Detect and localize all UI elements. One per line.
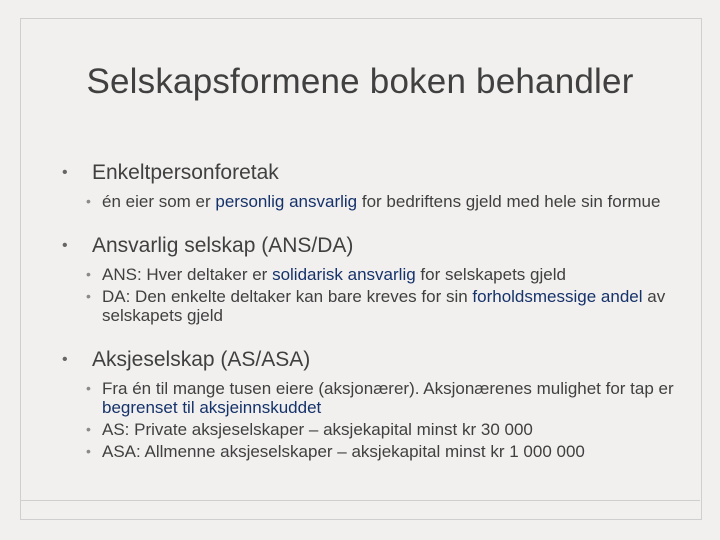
list-item [84,442,702,461]
sub-list [84,192,702,211]
bullet-icon: • [86,380,91,396]
slide-title: Selskapsformene boken behandler [86,62,634,101]
item-text: ANS: Hver deltaker er [102,265,273,284]
list-item [84,265,702,284]
bullet-icon: • [86,288,91,304]
highlight-text: begrenset til aksjeinnskuddet [102,398,322,417]
item-text: for bedriftens gjeld med hele sin formue [357,192,661,211]
sub-list [84,265,702,325]
list-item [84,379,702,417]
item-text: AS: Private aksjeselskaper – aksjekapital minst kr 30 000 [102,420,533,439]
list-item [84,287,702,325]
section-heading [62,347,702,373]
item-text: én eier som er [102,192,216,211]
bullet-icon: • [86,193,91,209]
highlight-text: personlig ansvarlig [215,192,358,211]
section-heading-text: Ansvarlig selskap (ANS/DA) [92,234,354,257]
bullet-icon: • [86,443,91,459]
bullet-icon: • [62,351,68,368]
sub-list [84,379,702,461]
bullet-icon: • [62,237,68,254]
section-heading-text: Aksjeselskap (AS/ASA) [92,348,311,371]
highlight-text: forholdsmessige andel [472,287,643,306]
highlight-text: solidarisk ansvarlig [272,265,416,284]
item-text: DA: Den enkelte deltaker kan bare kreves for sin [102,287,473,306]
item-text: av selskapets gjeld [102,287,666,325]
item-text: ASA: Allmenne aksjeselskaper – aksjekapital minst kr 1 000 000 [102,442,585,461]
bullet-list [62,160,702,483]
section-heading [62,160,702,186]
bullet-icon: • [62,164,68,181]
list-item [84,192,702,211]
bullet-icon: • [86,421,91,437]
section-heading [62,233,702,259]
bullet-icon: • [86,266,91,282]
item-text: Fra én til mange tusen eiere (aksjonærer). Aksjonærenes mulighet for tap er [102,379,674,398]
section-heading-text: Enkeltpersonforetak [92,161,279,184]
list-item [84,420,702,439]
slide-frame-footer-line [20,500,700,519]
item-text: for selskapets gjeld [415,265,566,284]
